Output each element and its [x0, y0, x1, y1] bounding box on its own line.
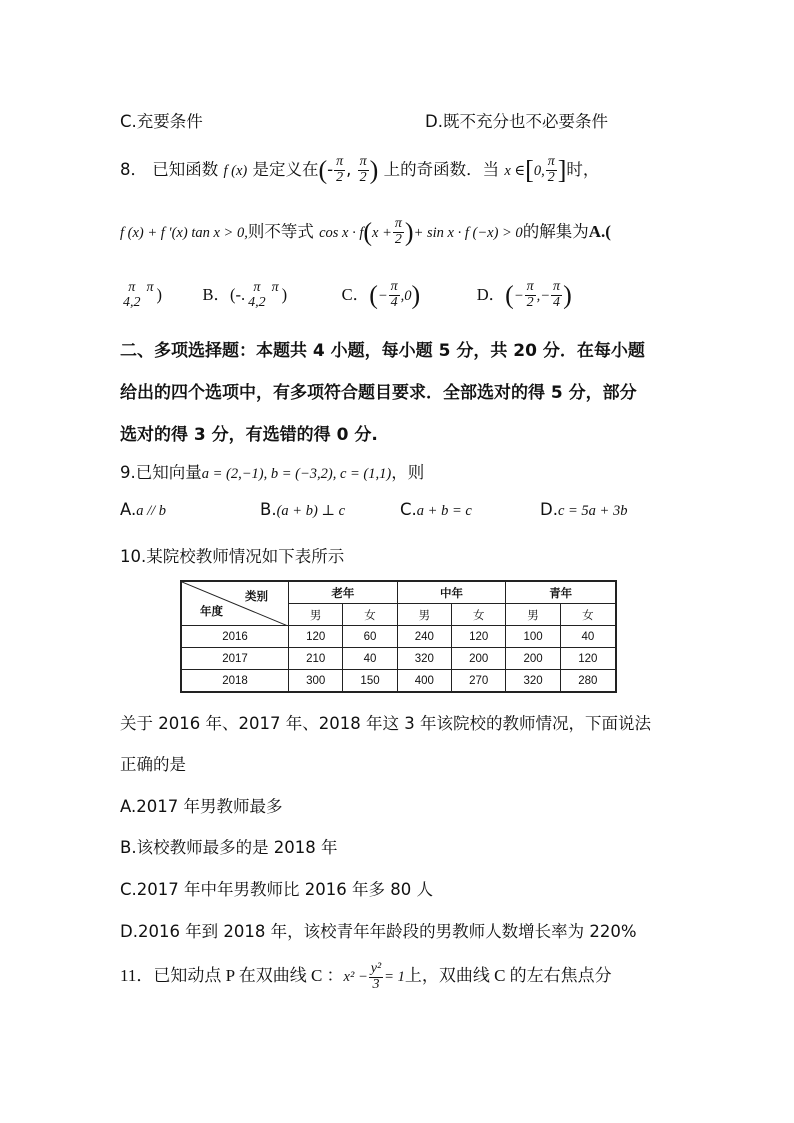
- table-row: [181, 670, 616, 693]
- value-cell: 120: [560, 648, 616, 670]
- q8-stem-line2: f (x) + f ′(x) tan x > 0,则不等式 cos x · f(x + $\frac{\pi}{2}$ )+ sin x · f (−x) > 0的解集为A.(: [120, 216, 611, 247]
- diagonal-line: [182, 582, 288, 626]
- q10-option-b: B.该校教师最多的是 2018 年: [120, 838, 338, 857]
- q8-option-c: C．(− $\frac{\pi}{4}$ ,0): [341, 279, 421, 310]
- corner-label-category: 类别: [245, 591, 268, 603]
- table-corner-cell: [181, 581, 289, 626]
- year-cell: 2018: [181, 670, 289, 693]
- q9-option-b: B.(a + b) ⊥ c: [260, 500, 346, 519]
- q8-option-d: D．(− $\frac{\pi}{2}$ ,− $\frac{\pi}{4}$ ): [476, 279, 572, 310]
- value-cell: 40: [343, 648, 397, 670]
- gender-header: 女: [452, 604, 506, 626]
- value-cell: 150: [343, 670, 397, 693]
- value-cell: 120: [452, 626, 506, 648]
- value-cell: 40: [560, 626, 616, 648]
- corner-label-year: 年度: [200, 606, 223, 618]
- value-cell: 280: [560, 670, 616, 693]
- q9-option-c: C.a + b = c: [400, 500, 472, 519]
- gender-header: 男: [289, 604, 343, 626]
- gender-header: 女: [560, 604, 616, 626]
- value-cell: 320: [506, 670, 560, 693]
- q8-option-a-label: A.(: [588, 222, 611, 241]
- q8-option-a: π 4,2 π ): [123, 279, 163, 310]
- group-header: 中年: [397, 581, 506, 604]
- table-row: [181, 626, 616, 648]
- value-cell: 320: [397, 648, 451, 670]
- value-cell: 200: [452, 648, 506, 670]
- q8-options: [120, 270, 572, 320]
- gender-header: 男: [397, 604, 451, 626]
- q9-option-d: D.c = 5a + 3b: [540, 500, 628, 519]
- fraction-pi-over-2: $\frac{\pi}{2}$: [359, 154, 367, 185]
- year-cell: 2017: [181, 648, 289, 670]
- teacher-table: [180, 580, 617, 693]
- group-header: 老年: [289, 581, 398, 604]
- section2-line1: 二、多项选择题：本题共 4 小题，每小题 5 分，共 20 分．在每小题: [120, 341, 645, 361]
- gender-header: 女: [343, 604, 397, 626]
- table-row: [181, 648, 616, 670]
- value-cell: 400: [397, 670, 451, 693]
- fraction-y2-over-3: $\frac{\text{y²}}{3}$: [370, 960, 382, 992]
- value-cell: 240: [397, 626, 451, 648]
- q10-option-c: C.2017 年中年男教师比 2016 年多 80 人: [120, 880, 433, 899]
- q9-stem: 9.已知向量a = (2,−1), b = (−3,2), c = (1,1)，则: [120, 463, 425, 482]
- value-cell: 210: [289, 648, 343, 670]
- q7-option-d: D.既不充分也不必要条件: [425, 112, 608, 131]
- fraction-pi-over-2: $\frac{\pi}{2}$: [394, 216, 402, 247]
- value-cell: 120: [289, 626, 343, 648]
- fraction-pi-over-2: $\frac{\pi}{2}$: [336, 154, 344, 185]
- fraction-pi-over-2: $\frac{\pi}{2}$: [547, 154, 555, 185]
- value-cell: 300: [289, 670, 343, 693]
- value-cell: 60: [343, 626, 397, 648]
- q9-option-a: A.a // b: [120, 500, 167, 519]
- year-cell: 2016: [181, 626, 289, 648]
- value-cell: 270: [452, 670, 506, 693]
- section2-line3: 选对的得 3 分，有选错的得 0 分.: [120, 425, 378, 445]
- value-cell: 100: [506, 626, 560, 648]
- section2-line2: 给出的四个选项中，有多项符合题目要求．全部选对的得 5 分，部分: [120, 383, 637, 403]
- q10-option-a: A.2017 年男教师最多: [120, 797, 283, 816]
- q8-option-b: B．(-. π 4,2 π ): [202, 279, 288, 310]
- gender-header: 男: [506, 604, 560, 626]
- q10-para1: 关于 2016 年、2017 年、2018 年这 3 年该院校的教师情况，下面说法: [120, 714, 651, 733]
- q7-option-c: C.充要条件: [120, 112, 203, 131]
- q10-option-d: D.2016 年到 2018 年，该校青年年龄段的男教师人数增长率为 220%: [120, 922, 637, 941]
- q10-stem: 10.某院校教师情况如下表所示: [120, 547, 345, 566]
- q10-para2: 正确的是: [120, 755, 186, 774]
- value-cell: 200: [506, 648, 560, 670]
- q11-stem: 11．已知动点 P 在双曲线 C ：x² − $\frac{\text{y²}}{3}$ = 1上，双曲线 C 的左右焦点分: [120, 960, 612, 992]
- q8-stem-line1: 8． 已知函数 f (x) 是定义在(- $\frac{\pi}{2}$ , $\frac{\pi}{2}$ ) 上的奇函数．当 x ∈[0, $\frac{\pi}{2}$ ]时，: [120, 154, 600, 185]
- group-header: 青年: [506, 581, 616, 604]
